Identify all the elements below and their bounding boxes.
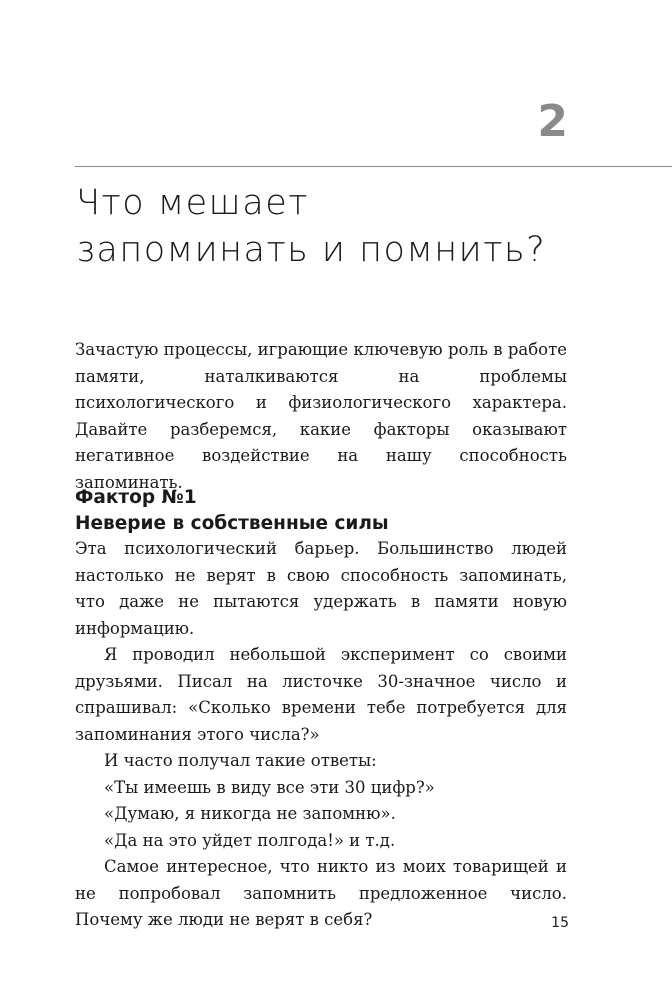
paragraph: И часто получал такие ответы:	[104, 751, 377, 770]
factor-heading	[75, 485, 595, 537]
intro-paragraph: Зачастую процессы, играющие ключевую роль в работе памяти, наталкиваются на проблемы психологического и физиологического характера. Давайте разберемся, какие факторы оказывают негативное воздействие на нашу способность запоминать.	[75, 340, 567, 492]
quote-line: «Да на это уйдет полгода!» и т.д.	[104, 830, 396, 850]
factor-label: Фактор №1	[75, 487, 197, 508]
quote-line: «Думаю, я никогда не запомню».	[104, 804, 396, 823]
quote-line: «Ты имеешь в виду все эти 30 цифр?»	[104, 777, 435, 797]
chapter-title-line-2: запоминать и помнить?	[76, 230, 547, 270]
paragraph: Я проводил небольшой эксперимент со своими друзьями. Писал на листочке 30-значное число и спрашивал: «Сколько времени тебе потребуется для запоминания этого числа?»	[75, 645, 567, 744]
chapter-number: 2	[537, 96, 569, 147]
body-text	[75, 536, 567, 934]
paragraph: Самое интересное, что никто из моих товарищей и не попробовал запомнить предложенное число. Почему же люди не верят в себя?	[75, 857, 567, 929]
page-number: 15	[551, 915, 569, 931]
factor-title: Неверие в собственные силы	[75, 513, 389, 534]
chapter-title	[76, 180, 636, 274]
paragraph: Эта психологический барьер. Большинство людей настолько не верят в свою способность запоминать, что даже не пытаются удержать в памяти новую информацию.	[75, 539, 567, 638]
chapter-divider	[75, 166, 672, 167]
chapter-title-line-1: Что мешает	[76, 183, 309, 223]
